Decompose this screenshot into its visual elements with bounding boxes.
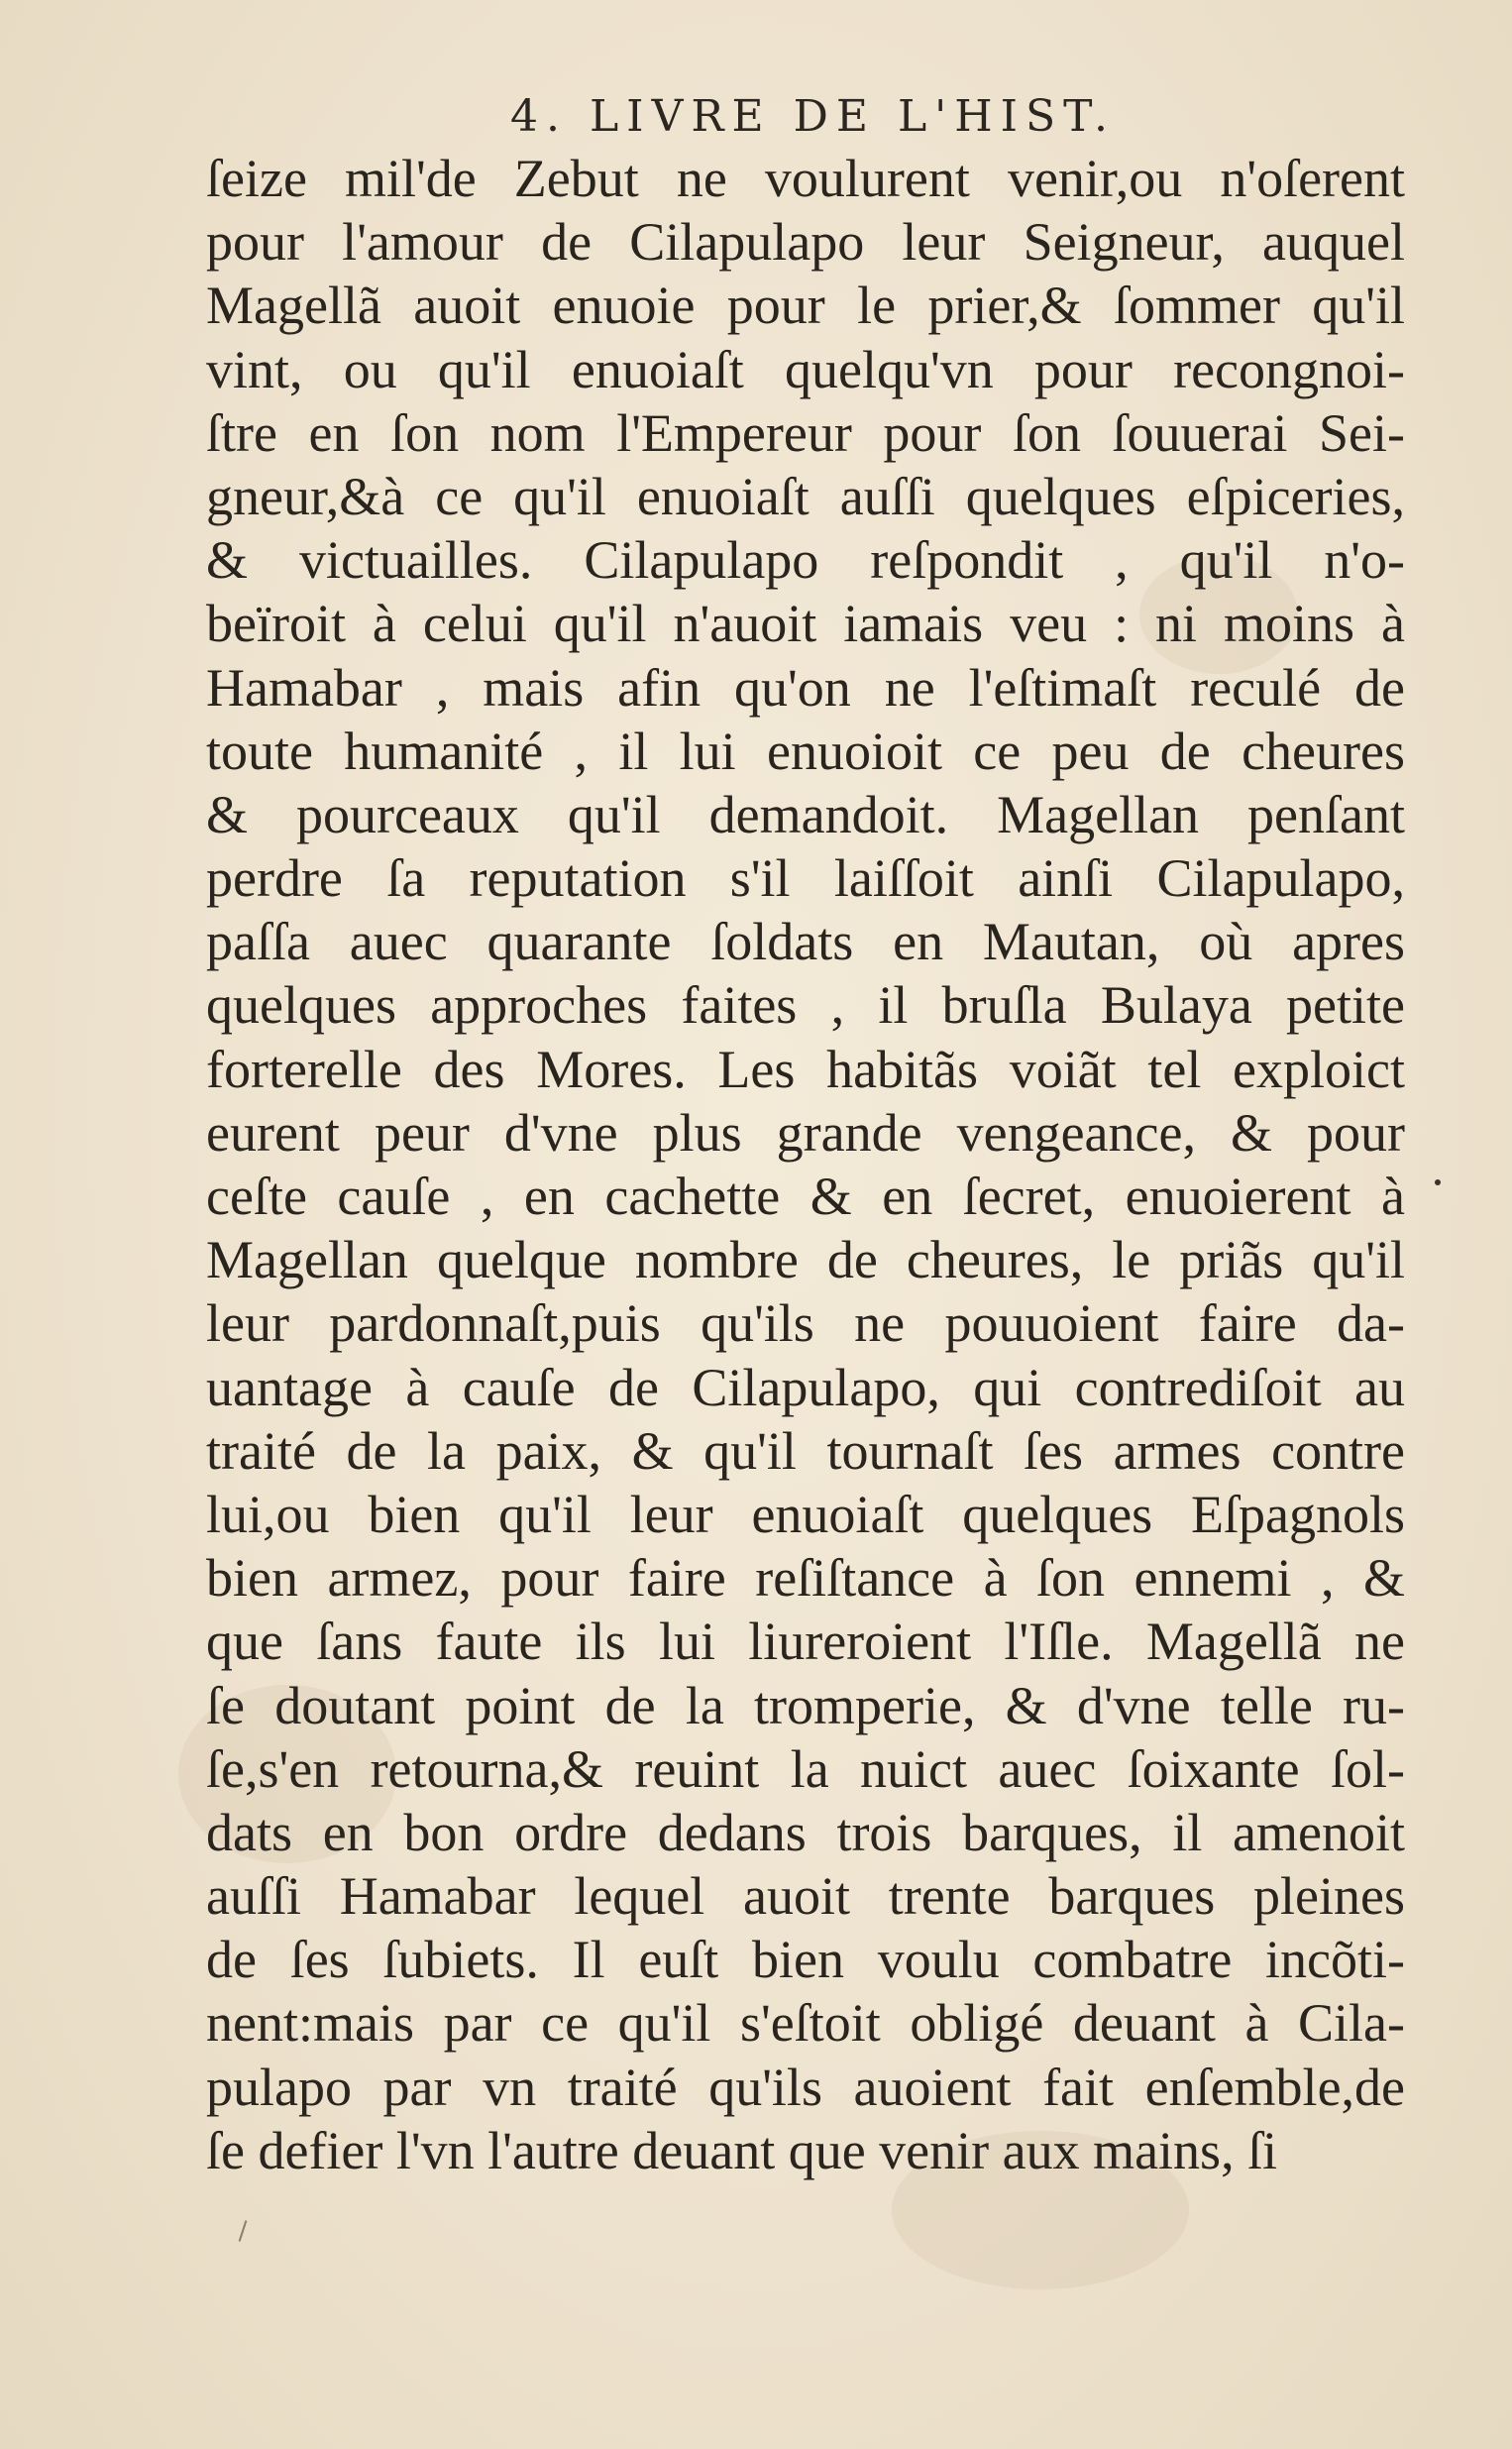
text-line: eurent peur d'vne plus grande vengeance, & pour [206, 1102, 1405, 1163]
ink-mark [239, 2220, 248, 2242]
text-line: dats en bon ordre dedans trois barques, il amenoit [206, 1802, 1405, 1862]
text-line: gneur,&à ce qu'il enuoiaſt auſſi quelques eſpiceries, [206, 466, 1405, 526]
text-line: pour l'amour de Cilapulapo leur Seigneur, auquel [206, 212, 1405, 273]
text-line: Hamabar , mais afin qu'on ne l'eſtimaſt reculé de [206, 657, 1405, 718]
text-line: pulapo par vn traité qu'ils auoient fait enſemble,de [206, 2057, 1405, 2117]
text-line: toute humanité , il lui enuoioit ce peu de cheures [206, 721, 1405, 781]
ink-dot [1435, 1179, 1441, 1185]
text-line: traité de la paix, & qu'il tournaſt ſes armes contre [206, 1420, 1405, 1481]
text-line: paſſa auec quarante ſoldats en Mautan, où apres [206, 912, 1405, 972]
text-line: Magellã auoit enuoie pour le prier,& ſommer qu'il [206, 276, 1405, 336]
text-line: leur pardonnaſt,puis qu'ils ne pouuoient faire da- [206, 1293, 1405, 1354]
text-line: & victuailles. Cilapulapo reſpondit , qu'il n'o- [206, 530, 1405, 591]
running-header: 4. LIVRE DE L'HIST. [510, 91, 1117, 142]
text-line: vint, ou qu'il enuoiaſt quelqu'vn pour recongnoi- [206, 339, 1405, 399]
text-line: lui,ou bien qu'il leur enuoiaſt quelques Eſpagnols [206, 1484, 1405, 1544]
text-line: bien armez, pour faire reſiſtance à ſon ennemi , & [206, 1548, 1405, 1609]
text-line: quelques approches faites , il bruſla Bulaya petite [206, 975, 1405, 1036]
text-line: ſtre en ſon nom l'Empereur pour ſon ſouuerai Sei- [206, 402, 1405, 463]
text-line: ſe doutant point de la tromperie, & d'vne telle ru- [206, 1675, 1405, 1735]
text-line: perdre ſa reputation s'il laiſſoit ainſi Cilapulapo, [206, 848, 1405, 909]
text-line: Magellan quelque nombre de cheures, le priãs qu'il [206, 1230, 1405, 1290]
text-line: uantage à cauſe de Cilapulapo, qui contrediſoit au [206, 1357, 1405, 1417]
text-line: forterelle des Mores. Les habitãs voiãt tel exploict [206, 1039, 1405, 1099]
text-line: ſe,s'en retourna,& reuint la nuict auec ſoixante ſol- [206, 1738, 1405, 1799]
text-line: de ſes ſubiets. Il euſt bien voulu combatre incõti- [206, 1930, 1405, 1990]
text-line: ſeize mil'de Zebut ne voulurent venir,ou n'oſerent [206, 149, 1405, 208]
text-line: beïroit à celui qu'il n'auoit iamais veu : ni moins à [206, 594, 1405, 654]
body-text [206, 147, 1405, 2182]
text-line: ceſte cauſe , en cachette & en ſecret, enuoierent à [206, 1167, 1405, 1226]
text-line: & pourceaux qu'il demandoit. Magellan penſant [206, 784, 1405, 844]
text-line: nent:mais par ce qu'il s'eſtoit obligé deuant à Cila- [206, 1993, 1405, 2054]
text-line: que ſans faute ils lui liureroient l'Iſle. Magellã ne [206, 1612, 1405, 1672]
text-line: ſe defier l'vn l'autre deuant que venir aux mains, ſi [206, 2120, 1278, 2180]
text-line: auſſi Hamabar lequel auoit trente barques pleines [206, 1866, 1405, 1927]
